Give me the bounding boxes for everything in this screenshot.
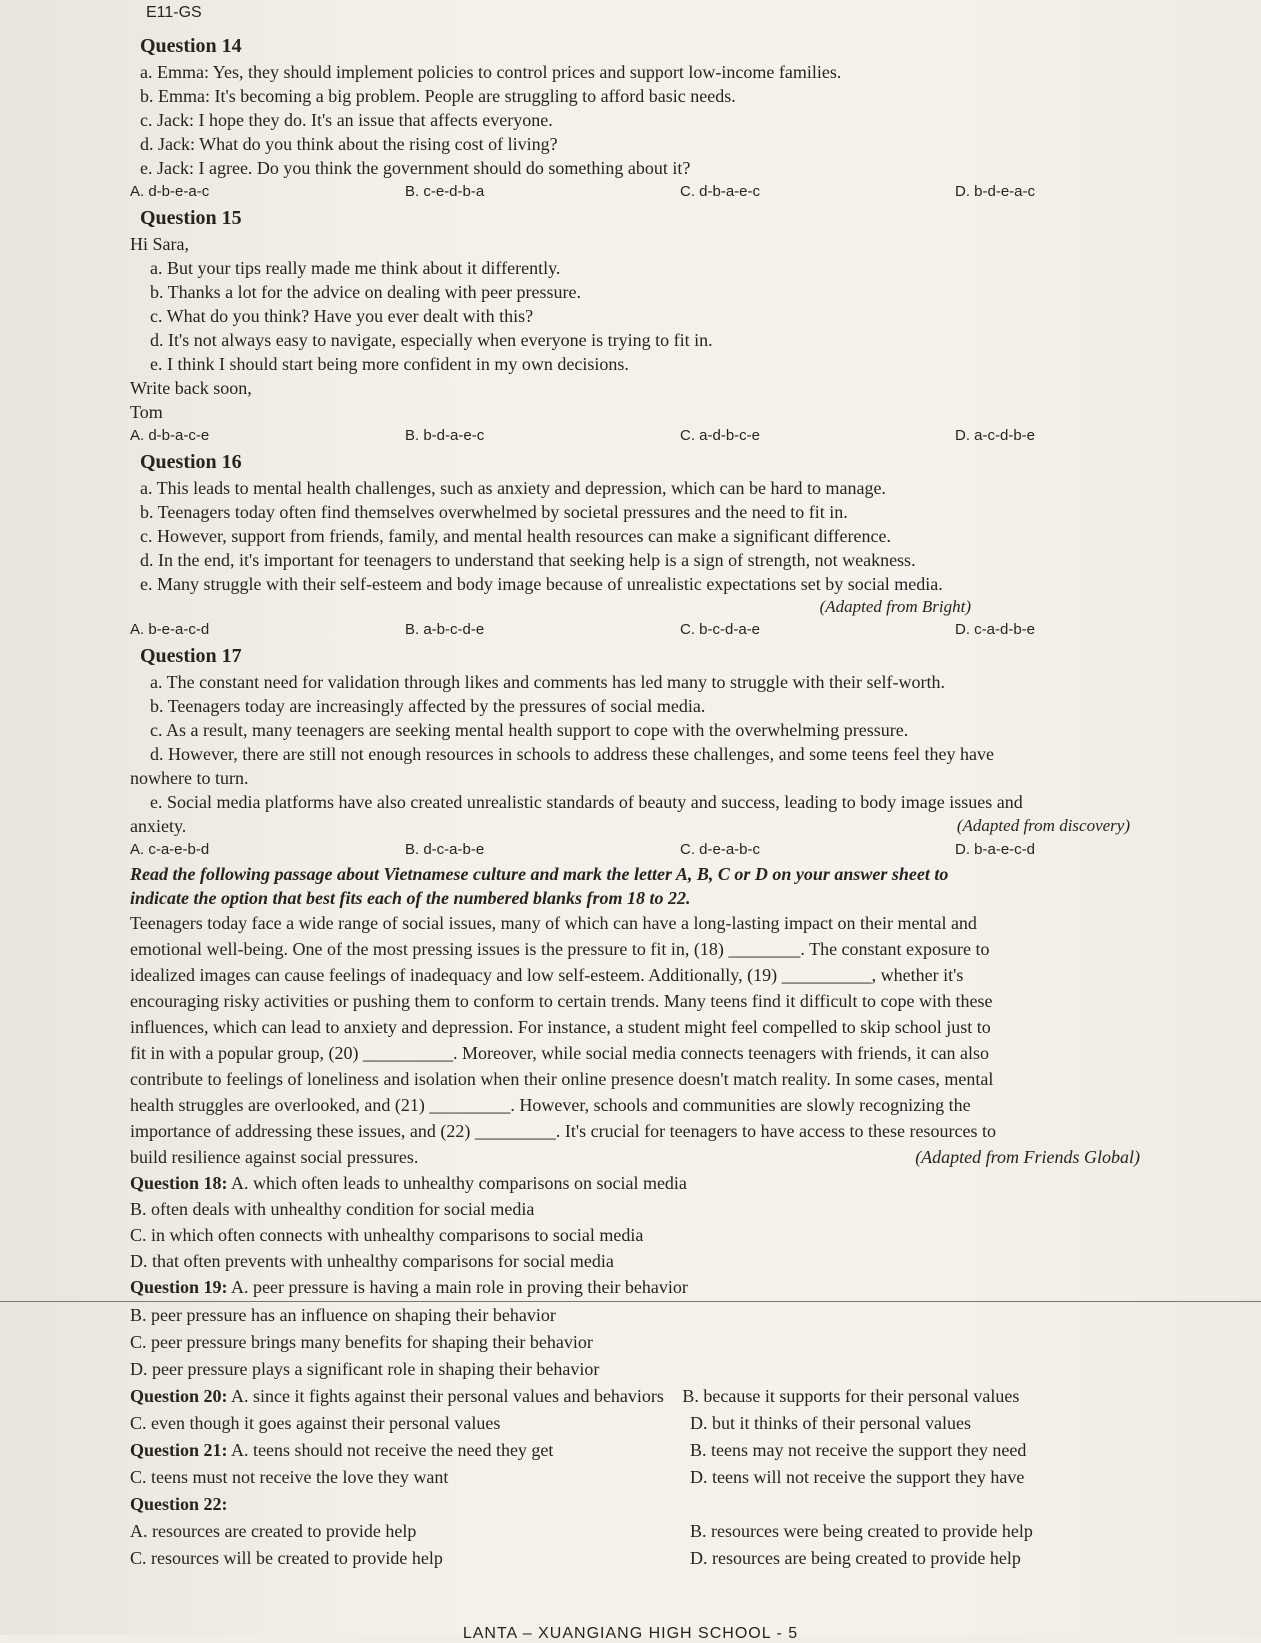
q16-line: d. In the end, it's important for teenagers to understand that seeking help is a sign of strength, not weakness. — [140, 550, 916, 570]
passage-line: health struggles are overlooked, and (21) _________. However, schools and communities are slowly recognizing the — [130, 1095, 971, 1115]
q15-option-c[interactable]: C. a-d-b-c-e — [680, 427, 761, 444]
q14-option-c[interactable]: C. d-b-a-e-c — [680, 183, 761, 200]
q20-label: Question 20: — [130, 1386, 228, 1406]
q15-name: Tom — [130, 402, 163, 422]
q15-line: a. But your tips really made me think about it differently. — [150, 258, 561, 278]
q16-lines — [140, 476, 1201, 596]
q22-row-2 — [130, 1545, 1201, 1572]
q17-option-c[interactable]: C. d-e-a-b-c — [680, 841, 761, 858]
q18-label: Question 18: — [130, 1173, 228, 1193]
q15-closing: Write back soon, — [130, 378, 252, 398]
q22-option-c[interactable]: C. resources will be created to provide help — [130, 1548, 443, 1568]
q17-line: b. Teenagers today are increasingly affected by the pressures of social media. — [150, 696, 706, 716]
q20-row — [130, 1383, 1201, 1410]
q16-option-c[interactable]: C. b-c-d-a-e — [680, 621, 761, 638]
q19-option-a[interactable]: A. peer pressure is having a main role in proving their behavior — [231, 1277, 688, 1297]
q17-line: a. The constant need for validation through likes and comments has led many to struggle with their self-worth. — [150, 672, 945, 692]
q19-option-c[interactable]: C. peer pressure brings many benefits for shaping their behavior — [130, 1332, 593, 1352]
q16-line: c. However, support from friends, family, and mental health resources can make a significant difference. — [140, 526, 891, 546]
q14-option-a[interactable]: A. d-b-e-a-c — [130, 183, 210, 200]
q21-option-a[interactable]: A. teens should not receive the need they get — [231, 1440, 554, 1460]
q22-row — [130, 1518, 1201, 1545]
q20-option-a[interactable]: A. since it fights against their personal values and behaviors — [231, 1386, 664, 1406]
q16-line: e. Many struggle with their self-esteem and body image because of unrealistic expectations set by social media. — [140, 574, 943, 594]
q17-source: (Adapted from discovery) — [956, 816, 1130, 835]
q15-line: c. What do you think? Have you ever dealt with this? — [150, 306, 534, 326]
q14-title: Question 14 — [140, 35, 242, 57]
q21-label: Question 21: — [130, 1440, 228, 1460]
q16-option-a[interactable]: A. b-e-a-c-d — [130, 621, 210, 638]
q17-title: Question 17 — [140, 645, 242, 667]
q19-option-d[interactable]: D. peer pressure plays a significant role in shaping their behavior — [130, 1359, 600, 1379]
q17-options — [130, 838, 1201, 862]
q18-option-a[interactable]: A. which often leads to unhealthy comparisons on social media — [231, 1173, 687, 1193]
q17-line: d. However, there are still not enough resources in schools to address these challenges, and some teens feel they have — [150, 744, 995, 764]
instruction-line: indicate the option that best fits each of the numbered blanks from 18 to 22. — [130, 888, 691, 908]
q21-row — [130, 1437, 1201, 1464]
q17-lines — [130, 670, 1201, 838]
q15-title: Question 15 — [140, 207, 242, 229]
q16-line: b. Teenagers today often find themselves overwhelmed by societal pressures and the need to fit in. — [140, 502, 848, 522]
q22-option-a[interactable]: A. resources are created to provide help — [130, 1521, 417, 1541]
q18-option-b[interactable]: B. often deals with unhealthy condition for social media — [130, 1199, 535, 1219]
q18-option-d[interactable]: D. that often prevents with unhealthy comparisons for social media — [130, 1251, 614, 1271]
q21-option-d[interactable]: D. teens will not receive the support they have — [690, 1467, 1025, 1487]
q15-line: b. Thanks a lot for the advice on dealing with peer pressure. — [150, 282, 582, 302]
q16-option-b[interactable]: B. a-b-c-d-e — [405, 621, 485, 638]
q14-line: d. Jack: What do you think about the rising cost of living? — [140, 134, 558, 154]
instruction-line: Read the following passage about Vietnamese culture and mark the letter A, B, C or D on your answer sheet to — [130, 864, 949, 884]
q22-option-b[interactable]: B. resources were being created to provide help — [690, 1521, 1033, 1541]
q15-option-a[interactable]: A. d-b-a-c-e — [130, 427, 210, 444]
q17-option-b[interactable]: B. d-c-a-b-e — [405, 841, 485, 858]
q17-last-row — [130, 814, 1130, 838]
q16-line: a. This leads to mental health challenges, such as anxiety and depression, which can be hard to manage. — [140, 478, 886, 498]
passage-line: idealized images can cause feelings of inadequacy and low self-esteem. Additionally, (19) __________, whether it's — [130, 965, 964, 985]
passage-line: contribute to feelings of loneliness and isolation when their online presence doesn't match reality. In some cases, mental — [130, 1069, 994, 1089]
page-footer: LANTA – XUANGIANG HIGH SCHOOL - 5 — [462, 1625, 799, 1642]
q21-option-b[interactable]: B. teens may not receive the support they need — [690, 1440, 1027, 1460]
passage-line: importance of addressing these issues, and (22) _________. It's crucial for teenagers to have access to these resources to — [130, 1121, 996, 1141]
q14-lines — [140, 60, 1201, 180]
q14-option-b[interactable]: B. c-e-d-b-a — [405, 183, 485, 200]
q19-label: Question 19: — [130, 1277, 228, 1297]
q16-title: Question 16 — [140, 451, 242, 473]
q15-line: d. It's not always easy to navigate, especially when everyone is trying to fit in. — [150, 330, 713, 350]
q15-greeting: Hi Sara, — [130, 234, 189, 254]
q16-option-d[interactable]: D. c-a-d-b-e — [955, 621, 1036, 638]
q22-label: Question 22: — [130, 1494, 228, 1514]
cloze-instruction — [130, 862, 1201, 910]
q15-option-d[interactable]: D. a-c-d-b-e — [955, 427, 1036, 444]
q20-row-2 — [130, 1410, 1201, 1437]
q14-line: b. Emma: It's becoming a big problem. People are struggling to afford basic needs. — [140, 86, 736, 106]
q14-line: a. Emma: Yes, they should implement policies to control prices and support low-income families. — [140, 62, 842, 82]
cloze-passage — [130, 910, 1180, 1170]
q21-option-c[interactable]: C. teens must not receive the love they want — [130, 1467, 449, 1487]
passage-source: (Adapted from Friends Global) — [915, 1147, 1140, 1167]
q15-options — [130, 424, 1201, 448]
q20-option-b[interactable]: B. because it supports for their personal values — [682, 1386, 1020, 1406]
q17-line: e. Social media platforms have also created unrealistic standards of beauty and success, leading to body image issues and — [150, 792, 1023, 812]
passage-line: build resilience against social pressures. — [130, 1147, 419, 1167]
q19-option-b[interactable]: B. peer pressure has an influence on shaping their behavior — [130, 1305, 556, 1325]
q21-row-2 — [130, 1464, 1201, 1491]
q17-line: nowhere to turn. — [130, 768, 249, 788]
q15-letter — [130, 232, 1201, 424]
passage-line: Teenagers today face a wide range of social issues, many of which can have a long-lasting impact on their mental and — [130, 913, 977, 933]
passage-last-row — [130, 1144, 1180, 1170]
q20-option-c[interactable]: C. even though it goes against their personal values — [130, 1413, 501, 1433]
q14-line: c. Jack: I hope they do. It's an issue that affects everyone. — [140, 110, 553, 130]
q17-option-a[interactable]: A. c-a-e-b-d — [130, 841, 210, 858]
q17-option-d[interactable]: D. b-a-e-c-d — [955, 841, 1036, 858]
q15-option-b[interactable]: B. b-d-a-e-c — [405, 427, 485, 444]
q17-line: anxiety. — [130, 816, 187, 836]
q14-options — [130, 180, 1201, 204]
passage-line: emotional well-being. One of the most pressing issues is the pressure to fit in, (18) ________. The constant exposure to — [130, 939, 990, 959]
passage-line: fit in with a popular group, (20) __________. Moreover, while social media connects teenagers with friends, it can also — [130, 1043, 990, 1063]
doc-code: E11-GS — [146, 4, 202, 21]
q22-option-d[interactable]: D. resources are being created to provide help — [690, 1548, 1021, 1568]
q19-row — [130, 1274, 1201, 1301]
q15-line: e. I think I should start being more confident in my own decisions. — [150, 354, 629, 374]
q14-option-d[interactable]: D. b-d-e-a-c — [955, 183, 1036, 200]
q20-option-d[interactable]: D. but it thinks of their personal values — [690, 1413, 971, 1433]
q18-option-c[interactable]: C. in which often connects with unhealthy comparisons to social media — [130, 1225, 644, 1245]
q16-source: (Adapted from Bright) — [819, 597, 971, 616]
passage-line: influences, which can lead to anxiety and depression. For instance, a student might feel compelled to skip school just to — [130, 1017, 991, 1037]
q14-line: e. Jack: I agree. Do you think the government should do something about it? — [140, 158, 691, 178]
q18-row — [130, 1170, 1201, 1196]
q17-line: c. As a result, many teenagers are seeking mental health support to cope with the overwhelming pressure. — [150, 720, 909, 740]
passage-line: encouraging risky activities or pushing them to conform to certain trends. Many teens find it difficult to cope with these — [130, 991, 993, 1011]
q16-options — [130, 618, 1201, 642]
